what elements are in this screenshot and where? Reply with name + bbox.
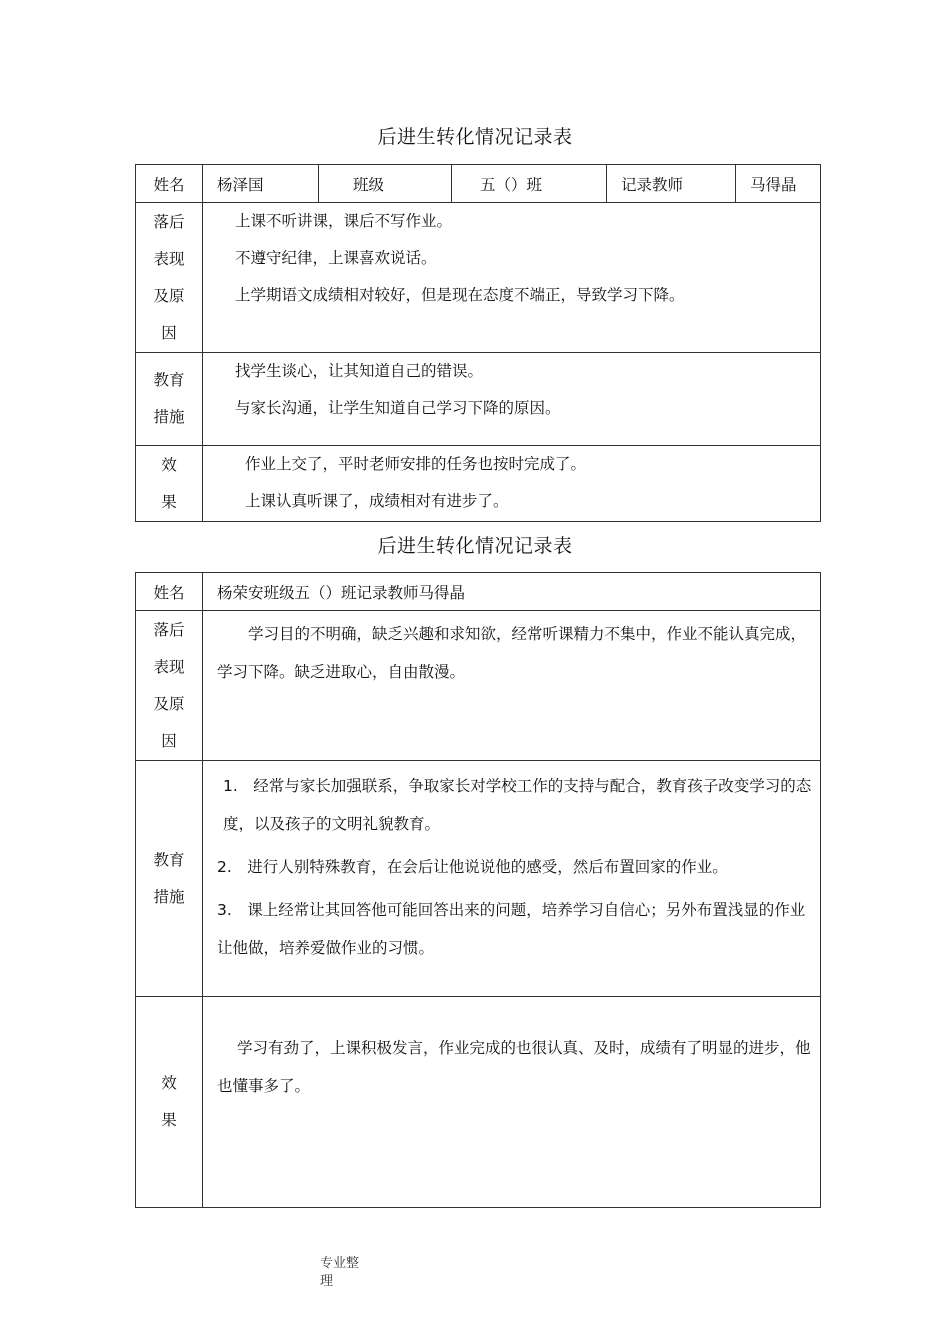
behind-content: 学习目的不明确，缺乏兴趣和求知欲，经常听课精力不集中，作业不能认真完成，学习下降。缺乏进取心，自由散漫。 bbox=[203, 611, 821, 761]
table-row-effect bbox=[136, 446, 821, 522]
measures-label: 教育 措施 bbox=[136, 353, 203, 446]
name-label: 姓名 bbox=[136, 573, 203, 611]
effect-content: 作业上交了，平时老师安排的任务也按时完成了。 上课认真听课了，成绩相对有进步了。 bbox=[203, 446, 821, 522]
table-row-measures bbox=[136, 353, 821, 446]
header-info: 杨荣安班级五（）班记录教师马得晶 bbox=[203, 573, 821, 611]
list-item: 1. 经常与家长加强联系，争取家长对学校工作的支持与配合，教育孩子改变学习的态度，以及孩子的文明礼貌教育。 bbox=[223, 777, 812, 833]
record-table-1 bbox=[135, 164, 821, 522]
behind-content: 上课不听讲课，课后不写作业。 不遵守纪律，上课喜欢说话。 上学期语文成绩相对较好，但是现在态度不端正，导致学习下降。 bbox=[203, 203, 821, 353]
name-value: 杨泽国 bbox=[203, 165, 319, 203]
measures-content bbox=[203, 761, 821, 997]
behind-label: 落后 表现 及原 因 bbox=[136, 611, 203, 761]
table-row-effect bbox=[136, 997, 821, 1208]
table-row-behind bbox=[136, 203, 821, 353]
table-row-behind bbox=[136, 611, 821, 761]
record-table-2 bbox=[135, 572, 821, 1208]
effect-label: 效 果 bbox=[136, 997, 203, 1208]
table-header-row bbox=[136, 573, 821, 611]
name-label: 姓名 bbox=[136, 165, 203, 203]
behind-label: 落后 表现 及原 因 bbox=[136, 203, 203, 353]
class-value: 五（）班 bbox=[452, 165, 607, 203]
effect-label: 效 果 bbox=[136, 446, 203, 522]
footer-note: 专业整 理 bbox=[320, 1256, 360, 1289]
teacher-label: 记录教师 bbox=[607, 165, 736, 203]
measures-label: 教育 措施 bbox=[136, 761, 203, 997]
record-table-title: 后进生转化情况记录表 bbox=[377, 126, 573, 148]
table-row-measures bbox=[136, 761, 821, 997]
measures-content: 找学生谈心，让其知道自己的错误。 与家长沟通，让学生知道自己学习下降的原因。 bbox=[203, 353, 821, 446]
list-item: 2. 进行人别特殊教育，在会后让他说说他的感受，然后布置回家的作业。 bbox=[217, 858, 728, 876]
record-table-title: 后进生转化情况记录表 bbox=[377, 535, 573, 557]
class-label: 班级 bbox=[319, 165, 452, 203]
list-item: 3. 课上经常让其回答他可能回答出来的问题，培养学习自信心；另外布置浅显的作业让他做，培养爱做作业的习惯。 bbox=[217, 901, 806, 957]
effect-content: 学习有劲了，上课积极发言，作业完成的也很认真、及时，成绩有了明显的进步，他也懂事多了。 bbox=[203, 997, 821, 1208]
table-header-row bbox=[136, 165, 821, 203]
teacher-value: 马得晶 bbox=[736, 165, 821, 203]
